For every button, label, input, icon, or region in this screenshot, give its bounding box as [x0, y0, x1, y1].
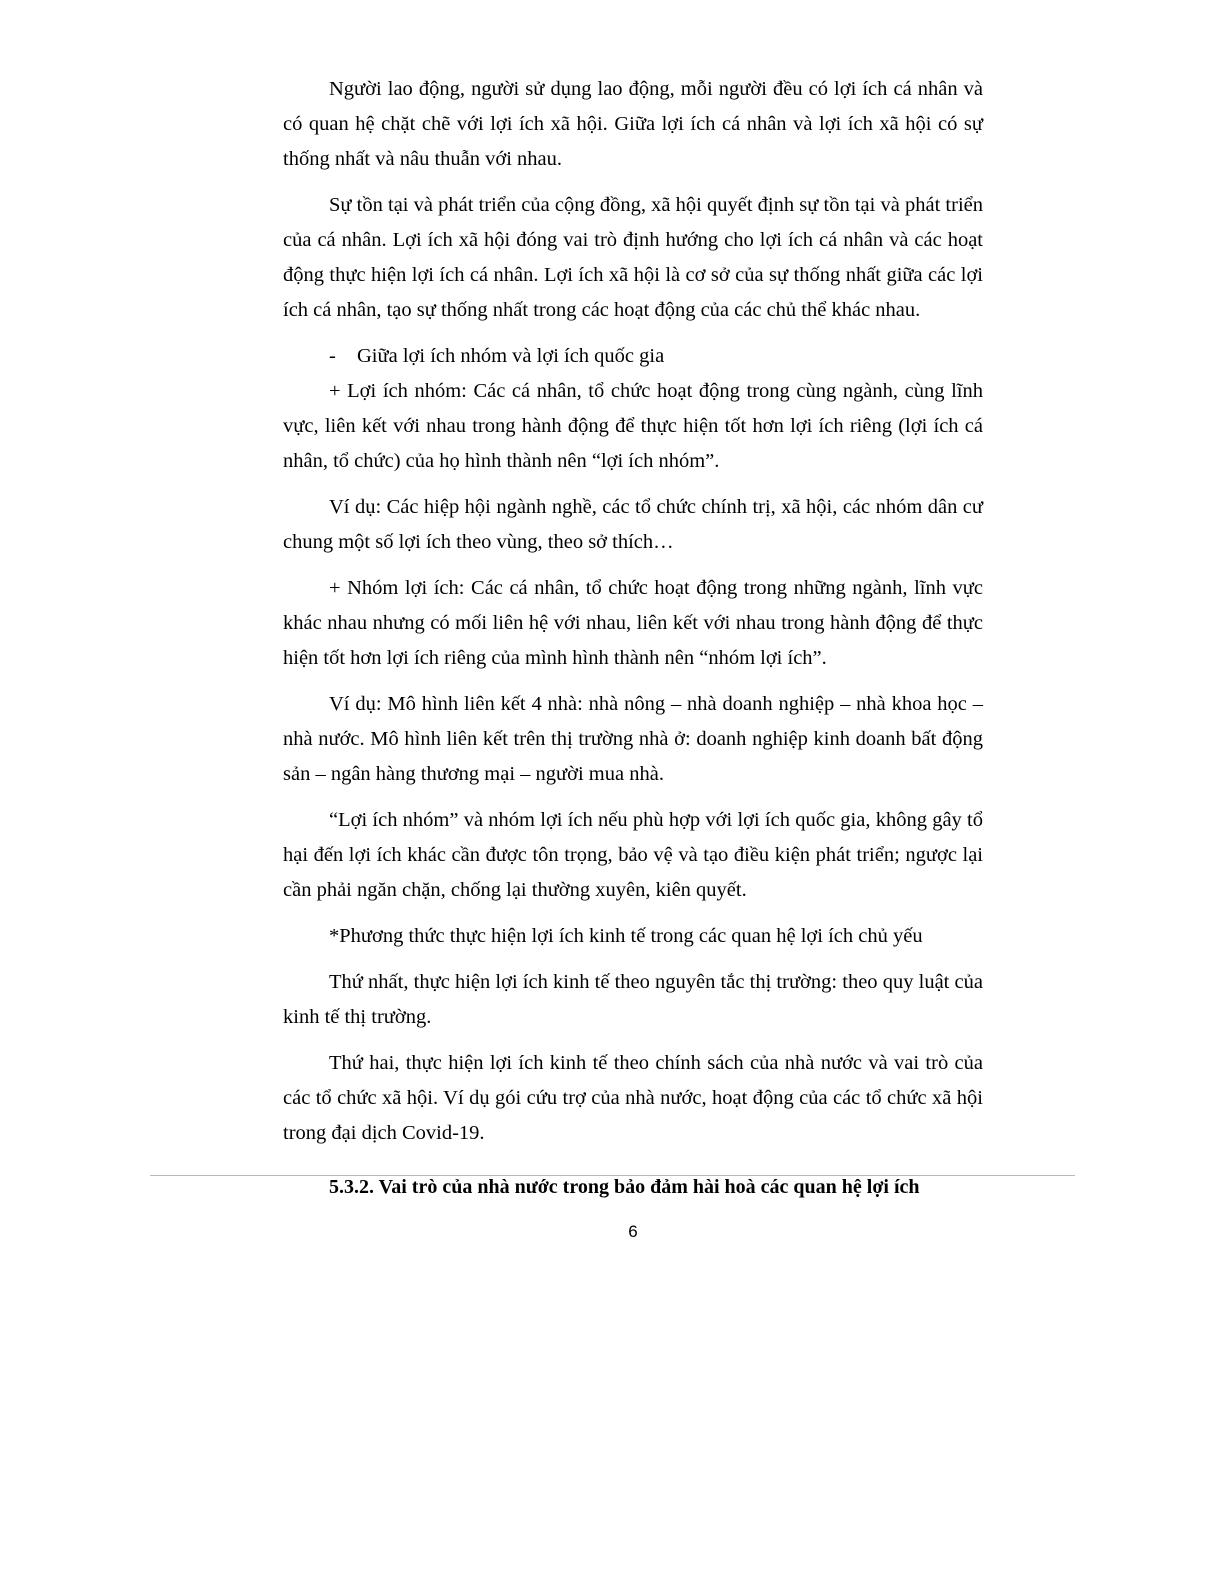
page-number: 6 [628, 1222, 638, 1241]
section-heading: 5.3.2. Vai trò của nhà nước trong bảo đảm hài hoà các quan hệ lợi ích [329, 1176, 920, 1198]
bullet-item-text: Giữa lợi ích nhóm và lợi ích quốc gia [357, 345, 665, 367]
paragraph: + Nhóm lợi ích: Các cá nhân, tổ chức hoạt động trong những ngành, lĩnh vực khác nhau nhưng có mối liên hệ với nhau, liên kết với nhau trong hành động để thực hiện tốt hơn lợi ích riêng của mình hình thành nên “nhóm lợi ích”. [283, 577, 983, 669]
page-body [283, 72, 983, 1242]
paragraph: Thứ nhất, thực hiện lợi ích kinh tế theo nguyên tắc thị trường: theo quy luật của kinh tế thị trường. [283, 971, 983, 1028]
dash-marker: - [329, 345, 336, 367]
paragraph: Thứ hai, thực hiện lợi ích kinh tế theo chính sách của nhà nước và vai trò của các tổ chức xã hội. Ví dụ gói cứu trợ của nhà nước, hoạt động của các tổ chức xã hội trong đại dịch Covid-19. [283, 1052, 983, 1144]
paragraph: *Phương thức thực hiện lợi ích kinh tế trong các quan hệ lợi ích chủ yếu [329, 925, 923, 947]
paragraph: “Lợi ích nhóm” và nhóm lợi ích nếu phù hợp với lợi ích quốc gia, không gây tổ hại đến lợi ích khác cần được tôn trọng, bảo vệ và tạo điều kiện phát triển; ngược lại cần phải ngăn chặn, chống lại thường xuyên, kiên quyết. [283, 809, 983, 901]
footer-divider [150, 1175, 1075, 1176]
paragraph: + Lợi ích nhóm: Các cá nhân, tổ chức hoạt động trong cùng ngành, cùng lĩnh vực, liên kết với nhau trong hành động để thực hiện tốt hơn lợi ích riêng (lợi ích cá nhân, tổ chức) của họ hình thành nên “lợi ích nhóm”. [283, 380, 983, 472]
paragraph: Người lao động, người sử dụng lao động, mỗi người đều có lợi ích cá nhân và có quan hệ chặt chẽ với lợi ích xã hội. Giữa lợi ích cá nhân và lợi ích xã hội có sự thống nhất và nâu thuẫn với nhau. [283, 78, 983, 170]
bullet-item [283, 339, 983, 374]
paragraph: Sự tồn tại và phát triển của cộng đồng, xã hội quyết định sự tồn tại và phát triển của cá nhân. Lợi ích xã hội đóng vai trò định hướng cho lợi ích cá nhân và các hoạt động thực hiện lợi ích cá nhân. Lợi ích xã hội là cơ sở của sự thống nhất giữa các lợi ích cá nhân, tạo sự thống nhất trong các hoạt động của các chủ thể khác nhau. [283, 194, 983, 321]
paragraph: Ví dụ: Mô hình liên kết 4 nhà: nhà nông – nhà doanh nghiệp – nhà khoa học – nhà nước. Mô hình liên kết trên thị trường nhà ở: doanh nghiệp kinh doanh bất động sản – ngân hàng thương mại – người mua nhà. [283, 693, 983, 785]
paragraph: Ví dụ: Các hiệp hội ngành nghề, các tổ chức chính trị, xã hội, các nhóm dân cư chung một số lợi ích theo vùng, theo sở thích… [283, 496, 983, 553]
